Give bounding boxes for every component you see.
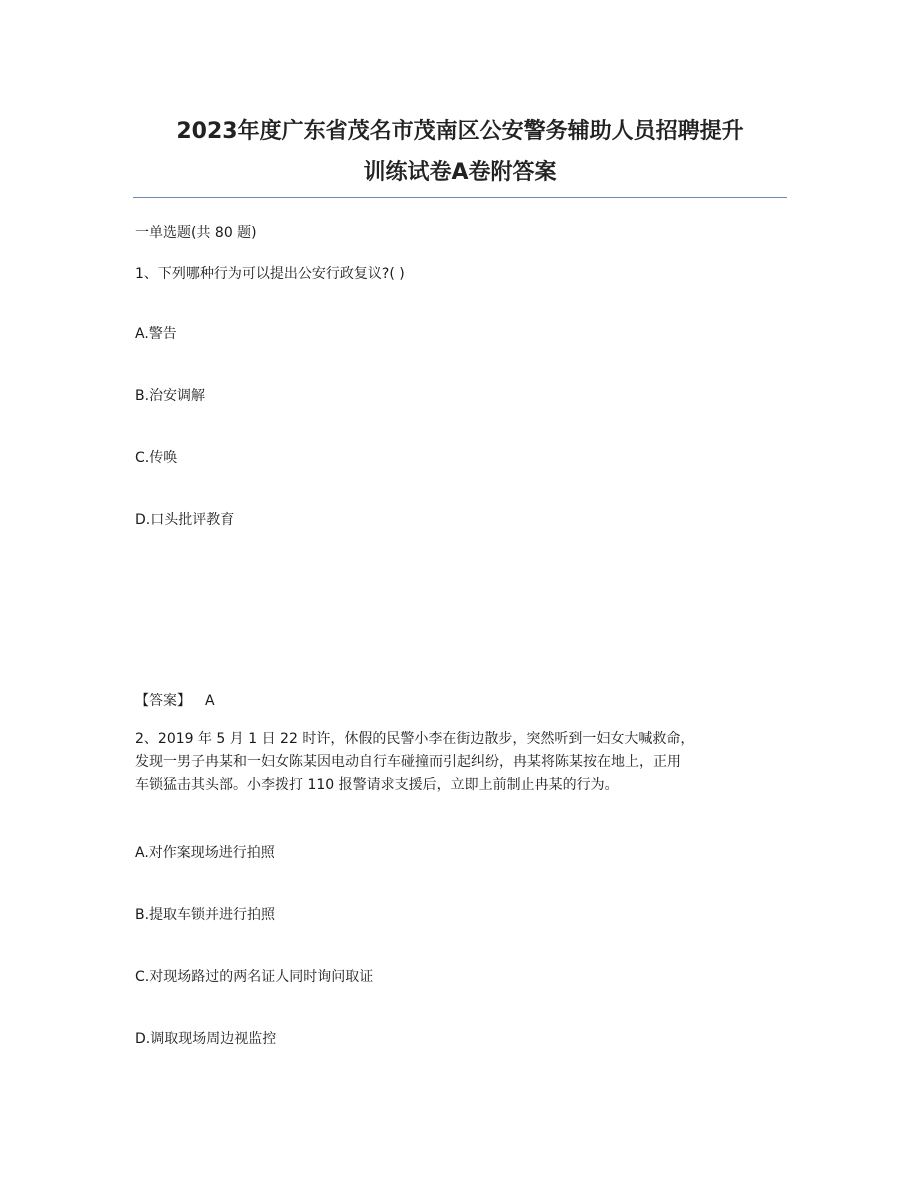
title-divider [133, 197, 787, 198]
question-2-stem-line: 车锁猛击其头部。小李拨打 110 报警请求支援后，立即上前制止冉某的行为。 [135, 777, 619, 793]
question-1-option-c: C.传唤 [135, 450, 178, 466]
question-2-option-c: C.对现场路过的两名证人同时询问取证 [135, 969, 374, 985]
question-2-stem-line: 发现一男子冉某和一妇女陈某因电动自行车碰撞而引起纠纷，冉某将陈某按在地上，正用 [135, 754, 681, 770]
document-title-line-1: 2023年度广东省茂名市茂南区公安警务辅助人员招聘提升 [176, 119, 744, 144]
question-1-stem: 1、下列哪种行为可以提出公安行政复议?( ) [135, 266, 405, 282]
question-1-option-b: B.治安调解 [135, 388, 206, 404]
question-2-stem [135, 728, 785, 797]
answer-value: A [205, 693, 215, 709]
answer-label: 【答案】 [135, 693, 191, 709]
document-title-line-2: 训练试卷A卷附答案 [363, 160, 557, 185]
section-heading: 一单选题(共 80 题) [135, 225, 257, 241]
question-1-option-a: A.警告 [135, 326, 177, 342]
question-1-option-d: D.口头批评教育 [135, 512, 235, 528]
question-2-stem-line: 2、2019 年 5 月 1 日 22 时许，休假的民警小李在街边散步，突然听到一妇女大喊救命， [135, 731, 695, 747]
question-2-option-d: D.调取现场周边视监控 [135, 1031, 277, 1047]
question-2-option-a: A.对作案现场进行拍照 [135, 845, 275, 861]
question-2-option-b: B.提取车锁并进行拍照 [135, 907, 276, 923]
question-1-answer [135, 691, 215, 711]
